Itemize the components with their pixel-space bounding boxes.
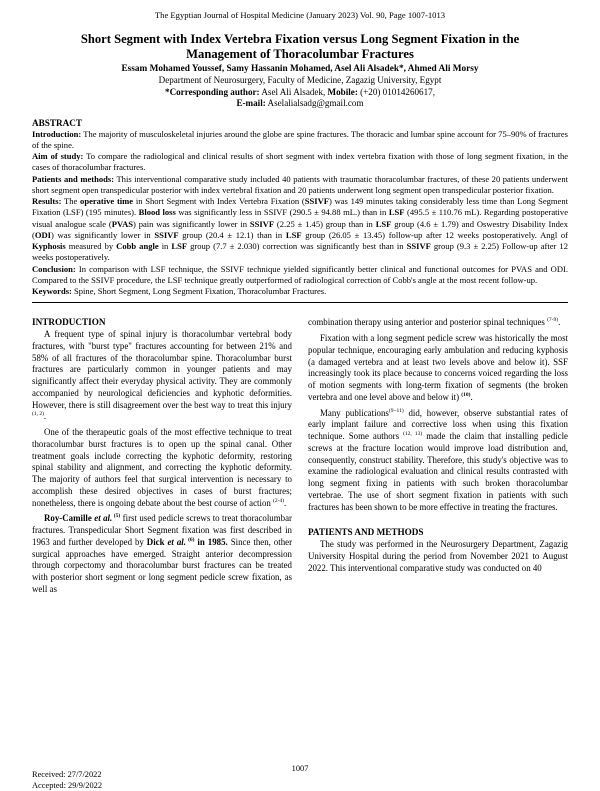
title-line-2: Management of Thoracolumbar Fractures [32, 47, 568, 62]
text-segment: . [284, 498, 286, 508]
text-segment: . [44, 411, 46, 421]
mobile-number: (+20) 01014260617, [358, 87, 435, 97]
results-keyword: operative time [80, 196, 133, 206]
text-segment: Dick [147, 537, 168, 547]
results-keyword: LSF [389, 207, 405, 217]
results-body [32, 196, 568, 262]
accepted-date: Accepted: 29/9/2022 [32, 781, 102, 791]
dates [32, 770, 102, 791]
results-keyword: Kyphosis [32, 241, 66, 251]
results-text: measured by [66, 241, 116, 251]
results-text: (495.5 ± 110.76 mL). Regarding postoperative visual analogue scale ( [32, 207, 568, 228]
text-segment: first used pedicle screws to treat thoracolumbar fractures. Transpedicular Short Segment fixation was first described in 1963 and further developed by [32, 513, 292, 547]
text-segment: (12, 13) [403, 431, 422, 437]
text-segment: (10) [461, 392, 470, 398]
text-segment: (6) [186, 537, 195, 543]
results-text: group (9.3 ± 2.25) Follow-up after 12 weeks postoperatively. [32, 241, 568, 262]
results-text: group (4.6 ± 1.79) and Oswestry Disability Index ( [32, 219, 568, 240]
methods-paragraph-1: The study was performed in the Neurosurgery Department, Zagazig University Hospital during the period from November 2021 to August 2022. This interventional comparative study was conducted on 40 [308, 539, 568, 574]
intro-paragraph-2 [32, 427, 292, 509]
left-column [32, 317, 292, 595]
abstract-divider [32, 302, 568, 303]
journal-header: The Egyptian Journal of Hospital Medicine (January 2023) Vol. 90, Page 1007-1013 [32, 10, 568, 21]
mobile-label: Mobile: [328, 87, 358, 97]
abstract-heading: ABSTRACT [32, 117, 568, 129]
title-line-1: Short Segment with Index Vertebra Fixation versus Long Segment Fixation in the [32, 32, 568, 47]
page-number: 1007 [32, 764, 568, 773]
text-segment: made the claim that installing pedicle screws at the fracture location would improve load distribution and, consequently, construct stability. Therefore, this study's objective was to examine the radiological evaluation and clinical results contrasted with long segment fixing in patients with such broken thoracolumbar vertebrae. The use of short segment fixation in patients with such fractures has been shown to be more effective in treating the fractures. [308, 431, 568, 512]
intro-paragraph-3 [32, 513, 292, 595]
results-text: ) pain was significantly lower in [133, 219, 250, 229]
results-text: group (7.7 ± 2.030) correction was significantly best than in [187, 241, 407, 251]
results-keyword: SSIVF [154, 230, 178, 240]
text-segment: (9−11) [389, 408, 404, 414]
abstract [32, 129, 568, 298]
paper-page [32, 0, 568, 776]
right-column [308, 317, 568, 595]
methods-heading: PATIENTS AND METHODS [308, 527, 568, 539]
text-segment: Many publications [320, 408, 389, 418]
intro-paragraph-3-continued [308, 317, 568, 329]
text-segment: . [470, 392, 472, 402]
email-line [32, 98, 568, 110]
results-keyword: LSF [286, 230, 302, 240]
text-segment: (1, 2) [32, 411, 44, 417]
intro-paragraph-4 [308, 333, 568, 404]
correspondence [32, 87, 568, 99]
text-segment: in 1985. [194, 537, 227, 547]
results-text: ) was significantly lower in [51, 230, 154, 240]
text-segment: (7-9) [547, 317, 558, 323]
abstract-conclusion: Conclusion: In comparison with LSF technique, the SSIVF technique yielded significantly better clinical and functional outcomes for PVAS and ODI. Compared to the SSIVF procedure, the LSF technique greatly outperformed of radiological correction of Cobb's angle at the most recent follow-up. [32, 264, 568, 287]
received-date: Received: 27/7/2022 [32, 770, 102, 781]
text-segment: Roy-Camille [44, 513, 94, 523]
affiliation: Department of Neurosurgery, Faculty of Medicine, Zagazig University, Egypt [32, 75, 568, 87]
results-text: in [159, 241, 172, 251]
corresponding-name: Asel Ali Alsadek, [260, 87, 328, 97]
results-text: ) was 149 minutes taking considerably less time than Long Segment Fixation (LSF) (195 minutes). [32, 196, 568, 217]
results-keyword: ODI [35, 230, 51, 240]
text-segment: . [558, 317, 560, 327]
intro-paragraph-5 [308, 408, 568, 514]
abstract-aim: Aim of study: To compare the radiological and clinical results of short segment with index vertebra fixation with those of long segment fixation, in the cases of thoracolumbar fractures. [32, 151, 568, 174]
text-segment: (5) [112, 513, 120, 519]
text-segment: et al. [167, 537, 185, 547]
results-text: in Short Segment with Index Vertebra Fixation ( [133, 196, 305, 206]
text-segment: did, however, observe substantial rates of early implant failure and corrective loss when using this fixation technique. Some authors [308, 408, 568, 442]
text-segment: et al. [94, 513, 112, 523]
results-keyword: PVAS [112, 219, 133, 229]
results-keyword: SSIVF [305, 196, 329, 206]
abstract-keywords: Keywords: Spine, Short Segment, Long Segment Fixation, Thoracolumbar Fractures. [32, 286, 568, 297]
corresponding-label: *Corresponding author: [165, 87, 260, 97]
text-segment: Fixation with a long segment pedicle screw was historically the most popular technique, encouraging early ambulation and reducing kyphosis (a damaged vertebra and at least two levels above and below it). SSF increasingly took its place because to concerns voiced regarding the loss of motion segments with long-term fixation of segments (the broken vertebra and one level above and below it) [308, 333, 568, 402]
results-text: The [61, 196, 80, 206]
introduction-heading: INTRODUCTION [32, 317, 292, 329]
results-keyword: SSIVF [250, 219, 274, 229]
results-keyword: SSIVF [407, 241, 431, 251]
results-text: group (26.05 ± 13.45) follow-up after 12 weeks postoperatively. Angl of [302, 230, 568, 240]
results-text: was significantly less in SSIVF (290.5 ± 94.88 mL.) than in [176, 207, 389, 217]
email-label: E-mail: [236, 98, 265, 108]
text-segment: combination therapy using anterior and posterior spinal techniques [308, 317, 547, 327]
text-segment: (2-4) [273, 498, 284, 504]
intro-paragraph-1 [32, 329, 292, 423]
abstract-patients-methods: Patients and methods: This interventional comparative study included 40 patients with traumatic thoracolumbar fractures, of these 20 patients underwent short segment open transpedicular posterior with index vertebral fixation and 20 patients underwent long segment open transpedicular posterior fixation. [32, 174, 568, 197]
email-address[interactable]: Aselalialsadg@gmail.com [266, 98, 364, 108]
authors: Essam Mohamed Youssef, Samy Hassanin Mohamed, Asel Ali Alsadek*, Ahmed Ali Morsy [32, 63, 568, 75]
paper-title [32, 32, 568, 62]
abstract-introduction: Introduction: The majority of musculoskeletal injuries around the globe are spine fractures. The thoracic and lumbar spine account for 75–90% of fractures of the spine. [32, 129, 568, 152]
results-keyword: Cobb angle [116, 241, 158, 251]
text-segment: One of the therapeutic goals of the most effective technique to treat thoracolumbar burst fractures is to open up the spinal canal. Other treatment goals include correcting the kyphotic deformity, restoring spinal stability and alignment, and correcting the kyphotic deformity. The majority of authors feel that surgical intervention is necessary to accomplish these desired objectives in cases of burst fractures; nonetheless, there is ongoing debate about the best course of action [32, 427, 292, 508]
results-keyword: Blood loss [139, 207, 176, 217]
results-keyword: LSF [171, 241, 187, 251]
results-keyword: LSF [376, 219, 392, 229]
text-segment: Since then, other surgical approaches have emerged. Straight anterior decompression through corpectomy and thoracolumbar burst fractures can be treated with posterior short segment or long segment pedicle screw fixation, as well as [32, 537, 292, 594]
results-text: group (20.4 ± 12.1) than in [179, 230, 286, 240]
abstract-results: Results: The operative time in Short Segment with Index Vertebra Fixation (SSIVF) was 149 minutes taking considerably less time than Long Segment Fixation (LSF) (195 minutes). Blood loss was significantly less in SSIVF (290.5 ± 94.88 mL.) than in LSF (495.5 ± 110.76 mL). Regarding postoperative visual analogue scale (PVAS) pain was significantly lower in SSIVF (2.25 ± 1.45) group than in LSF group (4.6 ± 1.79) and Oswestry Disability Index (ODI) was significantly lower in SSIVF group (20.4 ± 12.1) than in LSF group (26.05 ± 13.45) follow-up after 12 weeks postoperatively. Angl of Kyphosis measured by Cobb angle in LSF group (7.7 ± 2.030) correction was significantly best than in SSIVF group (9.3 ± 2.25) Follow-up after 12 weeks postoperatively. [32, 196, 568, 264]
body-columns [32, 317, 568, 595]
text-segment: A frequent type of spinal injury is thoracolumbar vertebral body fractures, with "burst type" fractures accounting for between 21% and 58% of all fractures of the thoracolumbar spine. Thoracolumbar burst fractures are particularly common in younger patients and may significantly affect their everyday physical activity. They are commonly accompanied by neurological deficiencies and kyphotic deformities. However, there is still disagreement over the best way to treat this injury [32, 329, 292, 410]
results-text: (2.25 ± 1.45) group than in [274, 219, 376, 229]
